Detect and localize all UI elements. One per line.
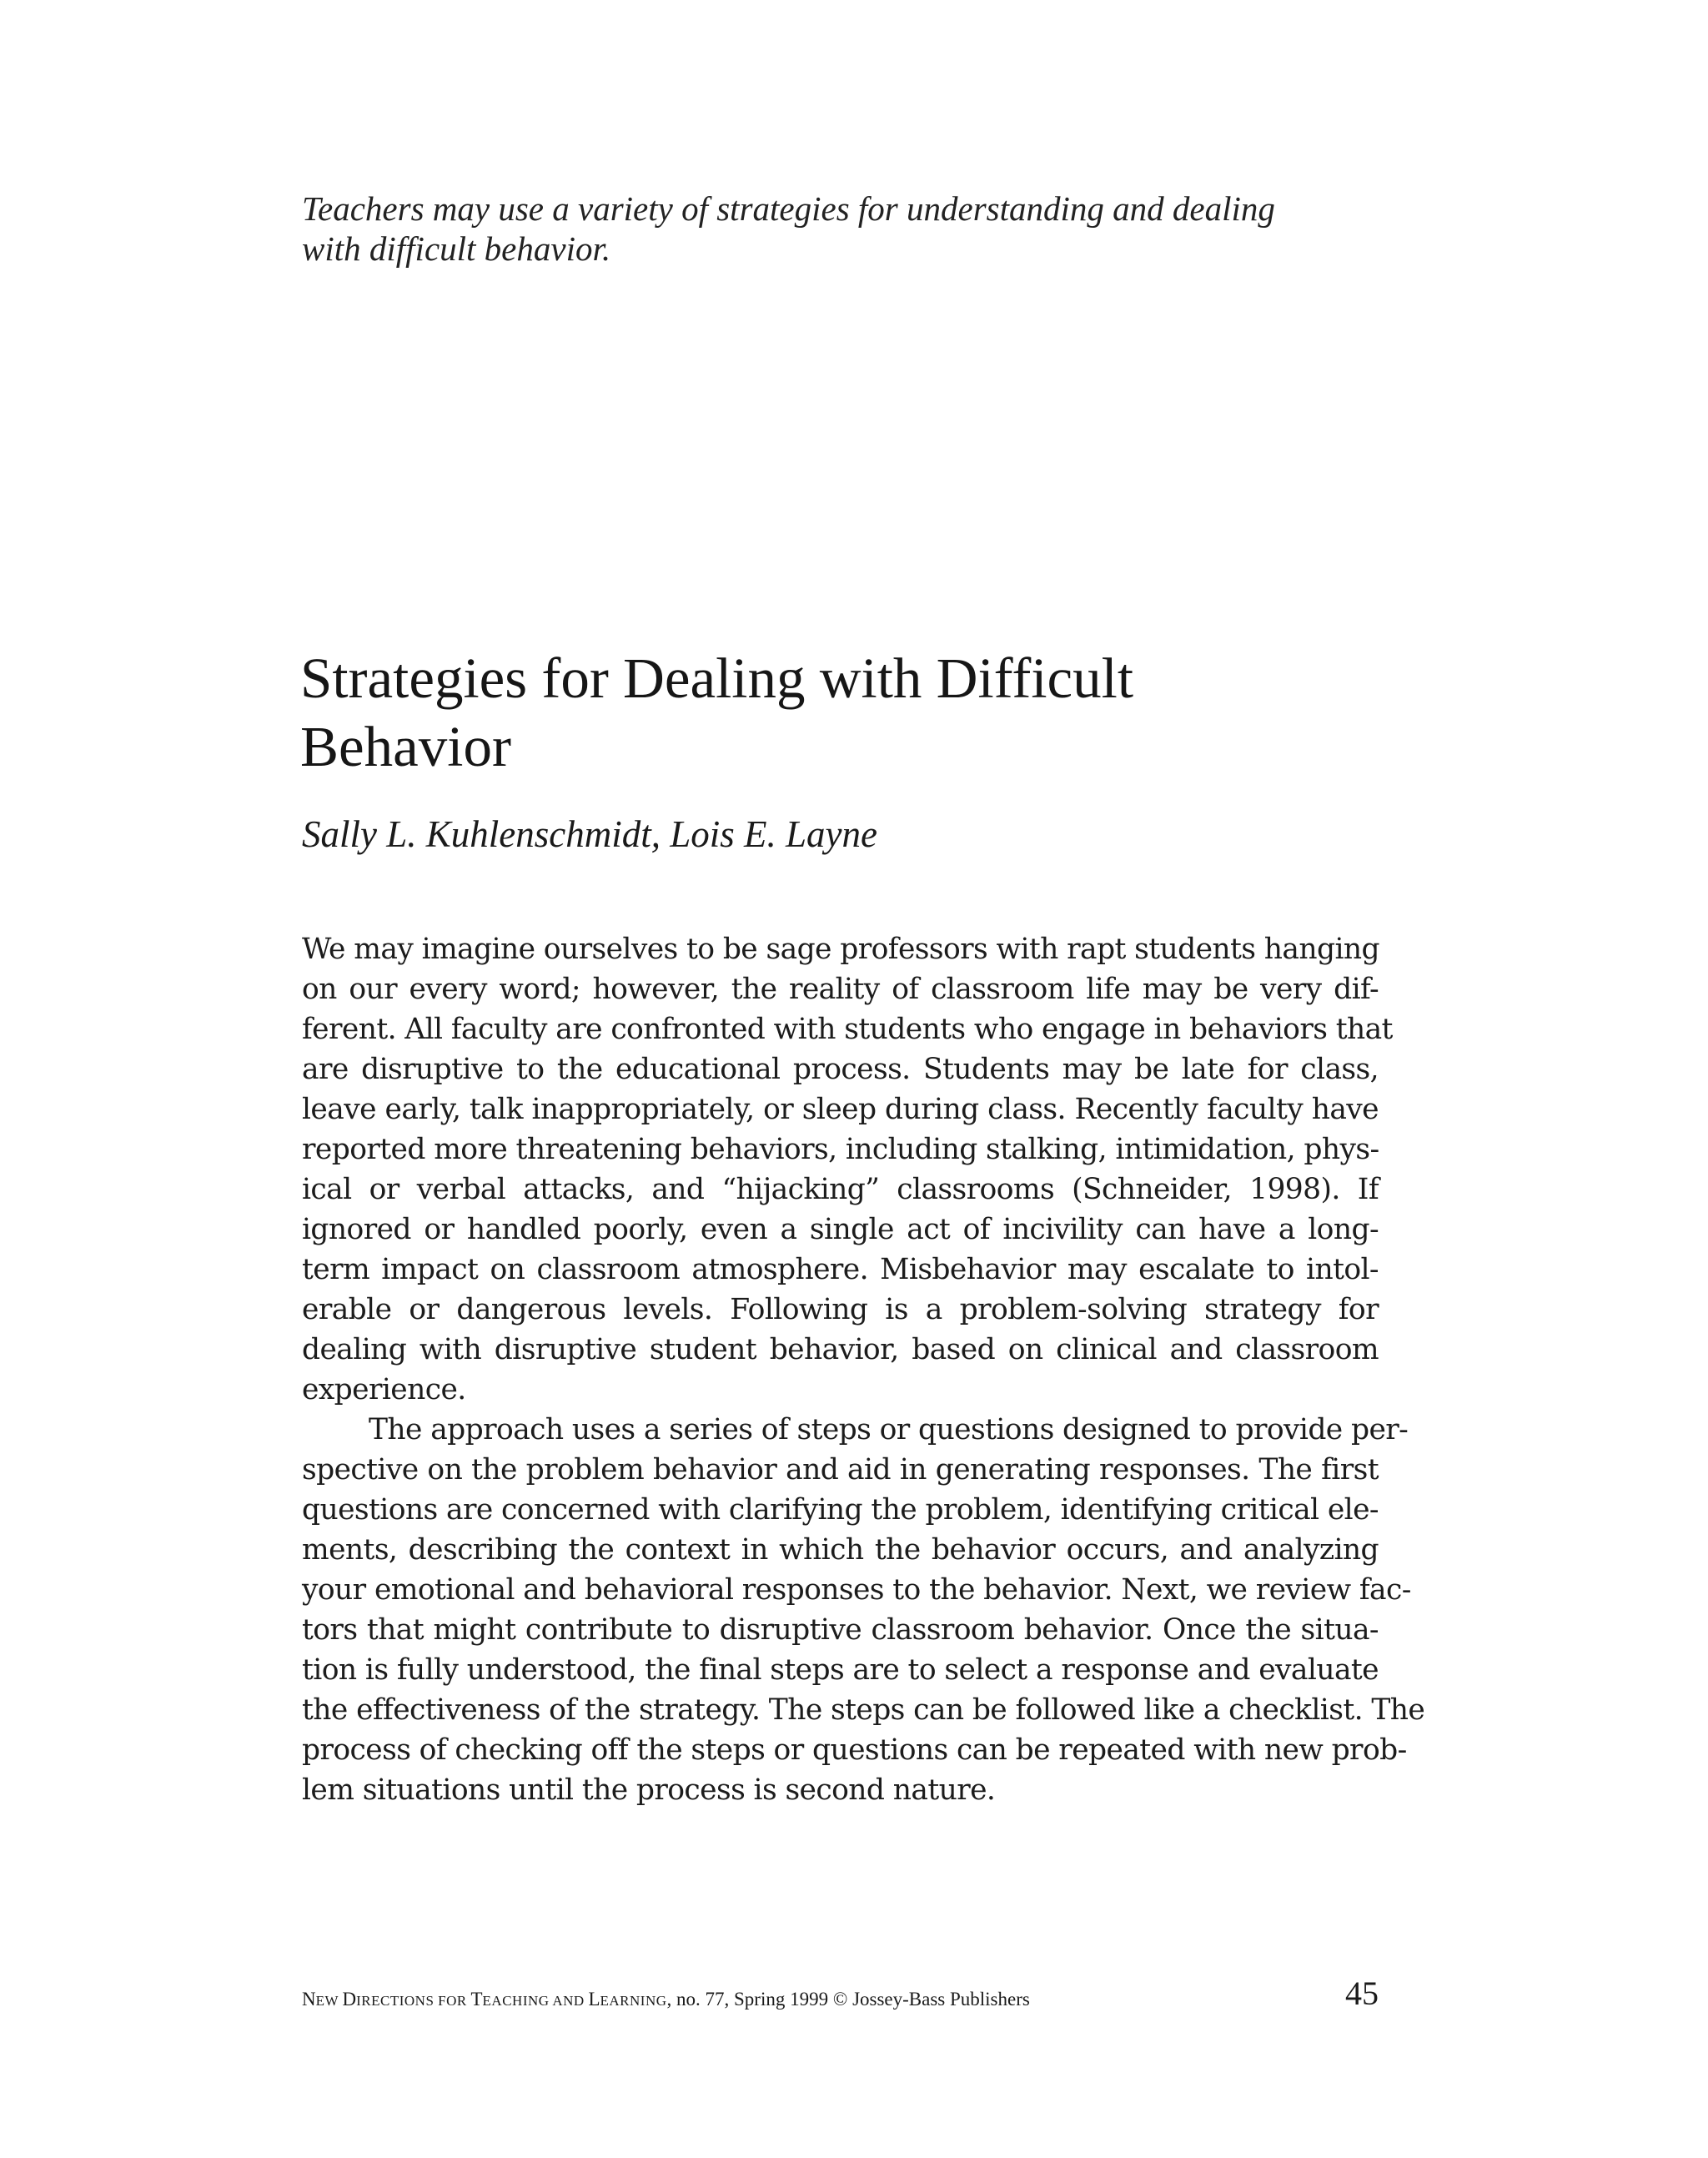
- body-line: on our every word; however, the reality of classroom life may be very dif-: [302, 973, 1379, 1006]
- authors: Sally L. Kuhlenschmidt, Lois E. Layne: [302, 813, 877, 855]
- journal-name-part: T: [470, 1989, 483, 2010]
- paragraph-1: [302, 929, 1393, 1410]
- epigraph: [302, 189, 1303, 269]
- body-line: dealing with disruptive student behavior, based on clinical and classroom: [302, 1333, 1379, 1366]
- body-line: ferent. All faculty are confronted with students who engage in behaviors that: [302, 1013, 1393, 1046]
- journal-issue-info: , no. 77, Spring 1999 © Jossey-Bass Publishers: [666, 1989, 1030, 2010]
- journal-name-part: EW: [315, 1993, 343, 2009]
- body-line: erable or dangerous levels. Following is a problem-solving strategy for: [302, 1293, 1379, 1326]
- title-line: Strategies for Dealing with Difficult: [300, 646, 1133, 710]
- body-line: the effectiveness of the strategy. The steps can be followed like a checklist. The: [302, 1693, 1425, 1727]
- journal-name-part: L: [588, 1989, 600, 2010]
- body-line: tors that might contribute to disruptive classroom behavior. Once the situa-: [302, 1613, 1379, 1647]
- page-number: 45: [1345, 1974, 1379, 2012]
- body-line: ignored or handled poorly, even a single act of incivility can have a long-: [302, 1213, 1379, 1246]
- body-line: ments, describing the context in which the behavior occurs, and analyzing: [302, 1533, 1379, 1567]
- journal-name: [302, 1989, 667, 2010]
- body-line: ical or verbal attacks, and “hijacking” classrooms (Schneider, 1998). If: [302, 1173, 1379, 1206]
- title-line: Behavior: [300, 715, 511, 778]
- body-line: leave early, talk inappropriately, or sleep during class. Recently faculty have: [302, 1093, 1379, 1126]
- body-line: are disruptive to the educational process. Students may be late for class,: [302, 1053, 1379, 1086]
- body-line: your emotional and behavioral responses to the behavior. Next, we review fac-: [302, 1573, 1411, 1607]
- body-line: questions are concerned with clarifying the problem, identifying critical ele-: [302, 1493, 1379, 1527]
- journal-name-part: D: [342, 1989, 357, 2010]
- body-line: term impact on classroom atmosphere. Misbehavior may escalate to intol-: [302, 1253, 1379, 1286]
- epigraph-line: Teachers may use a variety of strategies for understanding and dealing: [302, 189, 1275, 228]
- journal-name-part: N: [302, 1989, 316, 2010]
- body-line: The approach uses a series of steps or questions designed to provide per-: [369, 1413, 1409, 1446]
- journal-name-part: EACHING AND: [482, 1993, 589, 2009]
- body-line: reported more threatening behaviors, including stalking, intimidation, phys-: [302, 1133, 1379, 1166]
- body-line: We may imagine ourselves to be sage professors with rapt students hanging: [302, 933, 1379, 966]
- article-title: [300, 644, 1468, 781]
- paragraph-2: [302, 1410, 1425, 1810]
- epigraph-line: with difficult behavior.: [302, 229, 611, 268]
- body-line: experience.: [302, 1373, 466, 1406]
- body-line: tion is fully understood, the final steps are to select a response and evaluate: [302, 1653, 1379, 1687]
- body-line: process of checking off the steps or questions can be repeated with new prob-: [302, 1733, 1407, 1767]
- body-line: lem situations until the process is second nature.: [302, 1773, 996, 1807]
- body-line: spective on the problem behavior and aid in generating responses. The first: [302, 1453, 1379, 1486]
- journal-footer: [302, 1987, 1030, 2014]
- article-body: [302, 929, 1425, 1810]
- journal-name-part: IRECTIONS FOR: [356, 1993, 471, 2009]
- journal-name-part: EARNING: [600, 1993, 667, 2009]
